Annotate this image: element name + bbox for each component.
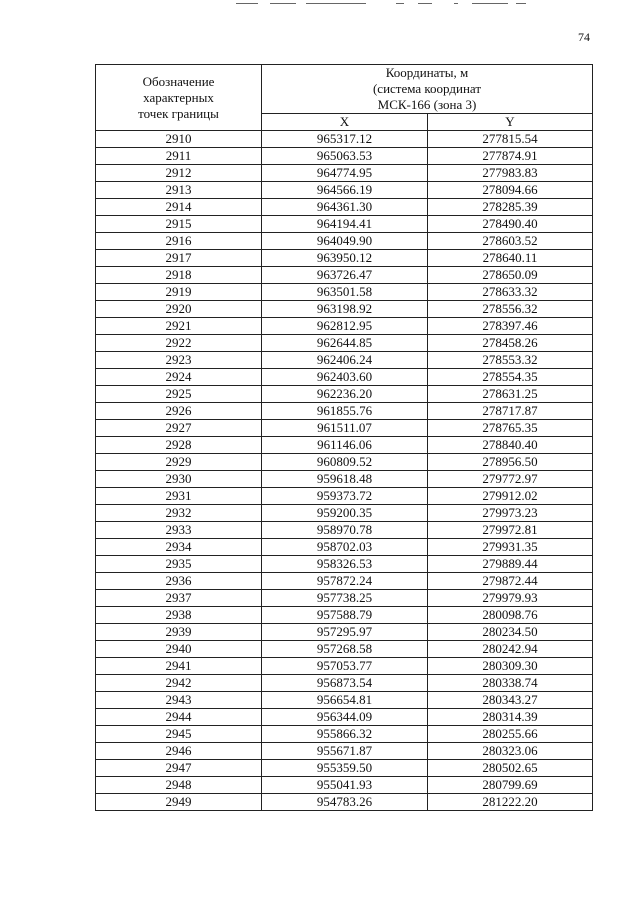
x-coordinate-cell: 962403.60 bbox=[262, 369, 428, 386]
y-coordinate-cell: 278631.25 bbox=[428, 386, 593, 403]
point-cell: 2947 bbox=[96, 760, 262, 777]
point-header-line: характерных bbox=[143, 89, 214, 105]
x-coordinate-cell: 955671.87 bbox=[262, 743, 428, 760]
table-row bbox=[96, 641, 593, 658]
table-row bbox=[96, 165, 593, 182]
table-row bbox=[96, 505, 593, 522]
y-coordinate-cell: 277815.54 bbox=[428, 131, 593, 148]
x-coordinate-cell: 957295.97 bbox=[262, 624, 428, 641]
table-row bbox=[96, 556, 593, 573]
y-coordinate-cell: 280799.69 bbox=[428, 777, 593, 794]
table-row bbox=[96, 692, 593, 709]
x-coordinate-cell: 965317.12 bbox=[262, 131, 428, 148]
point-cell: 2946 bbox=[96, 743, 262, 760]
y-coordinate-cell: 278640.11 bbox=[428, 250, 593, 267]
point-cell: 2920 bbox=[96, 301, 262, 318]
point-cell: 2941 bbox=[96, 658, 262, 675]
y-coordinate-cell: 278717.87 bbox=[428, 403, 593, 420]
table-row bbox=[96, 488, 593, 505]
point-cell: 2919 bbox=[96, 284, 262, 301]
point-header-line: точек границы bbox=[138, 105, 219, 121]
y-coordinate-cell: 278554.35 bbox=[428, 369, 593, 386]
x-coordinate-cell: 955041.93 bbox=[262, 777, 428, 794]
point-cell: 2923 bbox=[96, 352, 262, 369]
x-coordinate-cell: 963950.12 bbox=[262, 250, 428, 267]
point-cell: 2942 bbox=[96, 675, 262, 692]
page-number: 74 bbox=[578, 30, 590, 44]
y-coordinate-cell: 279772.97 bbox=[428, 471, 593, 488]
x-coordinate-cell: 960809.52 bbox=[262, 454, 428, 471]
point-cell: 2931 bbox=[96, 488, 262, 505]
point-cell: 2913 bbox=[96, 182, 262, 199]
point-cell: 2927 bbox=[96, 420, 262, 437]
y-coordinate-cell: 279872.44 bbox=[428, 573, 593, 590]
point-cell: 2928 bbox=[96, 437, 262, 454]
point-cell: 2917 bbox=[96, 250, 262, 267]
x-coordinate-cell: 954783.26 bbox=[262, 794, 428, 811]
table-row bbox=[96, 148, 593, 165]
table-row bbox=[96, 335, 593, 352]
y-coordinate-cell: 278556.32 bbox=[428, 301, 593, 318]
table-row bbox=[96, 624, 593, 641]
x-coordinate-cell: 957872.24 bbox=[262, 573, 428, 590]
y-coordinate-cell: 277983.83 bbox=[428, 165, 593, 182]
y-coordinate-cell: 279912.02 bbox=[428, 488, 593, 505]
point-cell: 2948 bbox=[96, 777, 262, 794]
point-cell: 2910 bbox=[96, 131, 262, 148]
y-coordinate-cell: 278956.50 bbox=[428, 454, 593, 471]
y-coordinate-cell: 280309.30 bbox=[428, 658, 593, 675]
table-row bbox=[96, 233, 593, 250]
point-cell: 2915 bbox=[96, 216, 262, 233]
x-coordinate-cell: 956344.09 bbox=[262, 709, 428, 726]
x-coordinate-cell: 964194.41 bbox=[262, 216, 428, 233]
point-header-line: Обозначение bbox=[142, 73, 215, 89]
point-cell: 2936 bbox=[96, 573, 262, 590]
table-row bbox=[96, 777, 593, 794]
point-cell: 2944 bbox=[96, 709, 262, 726]
y-coordinate-cell: 279973.23 bbox=[428, 505, 593, 522]
x-coordinate-cell: 956873.54 bbox=[262, 675, 428, 692]
table-row bbox=[96, 318, 593, 335]
coords-header-line: МСК-166 (зона 3) bbox=[377, 97, 477, 112]
point-cell: 2937 bbox=[96, 590, 262, 607]
point-cell: 2925 bbox=[96, 386, 262, 403]
point-cell: 2912 bbox=[96, 165, 262, 182]
x-coordinate-cell: 959618.48 bbox=[262, 471, 428, 488]
x-coordinate-cell: 958970.78 bbox=[262, 522, 428, 539]
y-coordinate-cell: 280343.27 bbox=[428, 692, 593, 709]
x-coordinate-cell: 958326.53 bbox=[262, 556, 428, 573]
point-cell: 2939 bbox=[96, 624, 262, 641]
x-coordinate-cell: 957268.58 bbox=[262, 641, 428, 658]
x-column-header: X bbox=[262, 114, 428, 131]
table-body bbox=[96, 131, 593, 811]
y-coordinate-cell: 278633.32 bbox=[428, 284, 593, 301]
y-coordinate-cell: 280098.76 bbox=[428, 607, 593, 624]
x-coordinate-cell: 957738.25 bbox=[262, 590, 428, 607]
table-row bbox=[96, 522, 593, 539]
table-row bbox=[96, 675, 593, 692]
x-coordinate-cell: 963198.92 bbox=[262, 301, 428, 318]
point-cell: 2922 bbox=[96, 335, 262, 352]
coords-header-line: (система координат bbox=[372, 81, 482, 96]
table-row bbox=[96, 199, 593, 216]
point-cell: 2918 bbox=[96, 267, 262, 284]
y-coordinate-cell: 278397.46 bbox=[428, 318, 593, 335]
table-row bbox=[96, 760, 593, 777]
x-coordinate-cell: 959200.35 bbox=[262, 505, 428, 522]
point-cell: 2933 bbox=[96, 522, 262, 539]
y-coordinate-cell: 279931.35 bbox=[428, 539, 593, 556]
y-coordinate-cell: 280314.39 bbox=[428, 709, 593, 726]
coordinates-table bbox=[95, 64, 593, 811]
point-cell: 2921 bbox=[96, 318, 262, 335]
table-row bbox=[96, 726, 593, 743]
y-coordinate-cell: 278490.40 bbox=[428, 216, 593, 233]
x-coordinate-cell: 965063.53 bbox=[262, 148, 428, 165]
table-row bbox=[96, 301, 593, 318]
x-coordinate-cell: 955359.50 bbox=[262, 760, 428, 777]
point-cell: 2945 bbox=[96, 726, 262, 743]
y-coordinate-cell: 279972.81 bbox=[428, 522, 593, 539]
coords-header-line: Координаты, м bbox=[385, 65, 469, 80]
x-coordinate-cell: 961855.76 bbox=[262, 403, 428, 420]
table-row bbox=[96, 182, 593, 199]
table-row bbox=[96, 607, 593, 624]
x-coordinate-cell: 958702.03 bbox=[262, 539, 428, 556]
y-coordinate-cell: 281222.20 bbox=[428, 794, 593, 811]
table-row bbox=[96, 743, 593, 760]
table-row bbox=[96, 539, 593, 556]
table-row bbox=[96, 131, 593, 148]
y-coordinate-cell: 280234.50 bbox=[428, 624, 593, 641]
x-coordinate-cell: 957588.79 bbox=[262, 607, 428, 624]
y-coordinate-cell: 278765.35 bbox=[428, 420, 593, 437]
table-row bbox=[96, 267, 593, 284]
point-cell: 2932 bbox=[96, 505, 262, 522]
table-row bbox=[96, 420, 593, 437]
scan-artifact-marks bbox=[236, 2, 536, 6]
y-coordinate-cell: 278650.09 bbox=[428, 267, 593, 284]
x-coordinate-cell: 956654.81 bbox=[262, 692, 428, 709]
table-row bbox=[96, 454, 593, 471]
x-coordinate-cell: 957053.77 bbox=[262, 658, 428, 675]
table-row bbox=[96, 250, 593, 267]
y-column-header: Y bbox=[428, 114, 593, 131]
x-coordinate-cell: 955866.32 bbox=[262, 726, 428, 743]
point-cell: 2929 bbox=[96, 454, 262, 471]
point-cell: 2916 bbox=[96, 233, 262, 250]
point-cell: 2911 bbox=[96, 148, 262, 165]
point-cell: 2930 bbox=[96, 471, 262, 488]
table-row bbox=[96, 284, 593, 301]
y-coordinate-cell: 278603.52 bbox=[428, 233, 593, 250]
point-cell: 2935 bbox=[96, 556, 262, 573]
x-coordinate-cell: 963501.58 bbox=[262, 284, 428, 301]
x-coordinate-cell: 964049.90 bbox=[262, 233, 428, 250]
table-header bbox=[96, 65, 593, 131]
y-coordinate-cell: 279889.44 bbox=[428, 556, 593, 573]
point-cell: 2924 bbox=[96, 369, 262, 386]
point-cell: 2938 bbox=[96, 607, 262, 624]
x-coordinate-cell: 962236.20 bbox=[262, 386, 428, 403]
x-coordinate-cell: 964774.95 bbox=[262, 165, 428, 182]
x-coordinate-cell: 964361.30 bbox=[262, 199, 428, 216]
point-cell: 2949 bbox=[96, 794, 262, 811]
point-cell: 2940 bbox=[96, 641, 262, 658]
y-coordinate-cell: 279979.93 bbox=[428, 590, 593, 607]
y-coordinate-cell: 277874.91 bbox=[428, 148, 593, 165]
y-coordinate-cell: 280323.06 bbox=[428, 743, 593, 760]
table-row bbox=[96, 590, 593, 607]
table-row bbox=[96, 216, 593, 233]
x-coordinate-cell: 962406.24 bbox=[262, 352, 428, 369]
y-coordinate-cell: 280338.74 bbox=[428, 675, 593, 692]
y-coordinate-cell: 278840.40 bbox=[428, 437, 593, 454]
point-cell: 2943 bbox=[96, 692, 262, 709]
y-coordinate-cell: 280502.65 bbox=[428, 760, 593, 777]
point-cell: 2934 bbox=[96, 539, 262, 556]
x-coordinate-cell: 962644.85 bbox=[262, 335, 428, 352]
table-row bbox=[96, 369, 593, 386]
y-coordinate-cell: 278553.32 bbox=[428, 352, 593, 369]
table-row bbox=[96, 403, 593, 420]
table-row bbox=[96, 573, 593, 590]
table-row bbox=[96, 658, 593, 675]
x-coordinate-cell: 961511.07 bbox=[262, 420, 428, 437]
point-cell: 2914 bbox=[96, 199, 262, 216]
table-row bbox=[96, 352, 593, 369]
x-coordinate-cell: 963726.47 bbox=[262, 267, 428, 284]
table-row bbox=[96, 437, 593, 454]
x-coordinate-cell: 962812.95 bbox=[262, 318, 428, 335]
table-row bbox=[96, 471, 593, 488]
table-row bbox=[96, 794, 593, 811]
x-coordinate-cell: 964566.19 bbox=[262, 182, 428, 199]
table-row bbox=[96, 709, 593, 726]
point-column-header bbox=[96, 65, 262, 131]
table-row bbox=[96, 386, 593, 403]
point-cell: 2926 bbox=[96, 403, 262, 420]
x-coordinate-cell: 961146.06 bbox=[262, 437, 428, 454]
y-coordinate-cell: 278285.39 bbox=[428, 199, 593, 216]
y-coordinate-cell: 280255.66 bbox=[428, 726, 593, 743]
x-coordinate-cell: 959373.72 bbox=[262, 488, 428, 505]
y-coordinate-cell: 278094.66 bbox=[428, 182, 593, 199]
y-coordinate-cell: 280242.94 bbox=[428, 641, 593, 658]
y-coordinate-cell: 278458.26 bbox=[428, 335, 593, 352]
coordinates-column-header bbox=[262, 65, 593, 114]
